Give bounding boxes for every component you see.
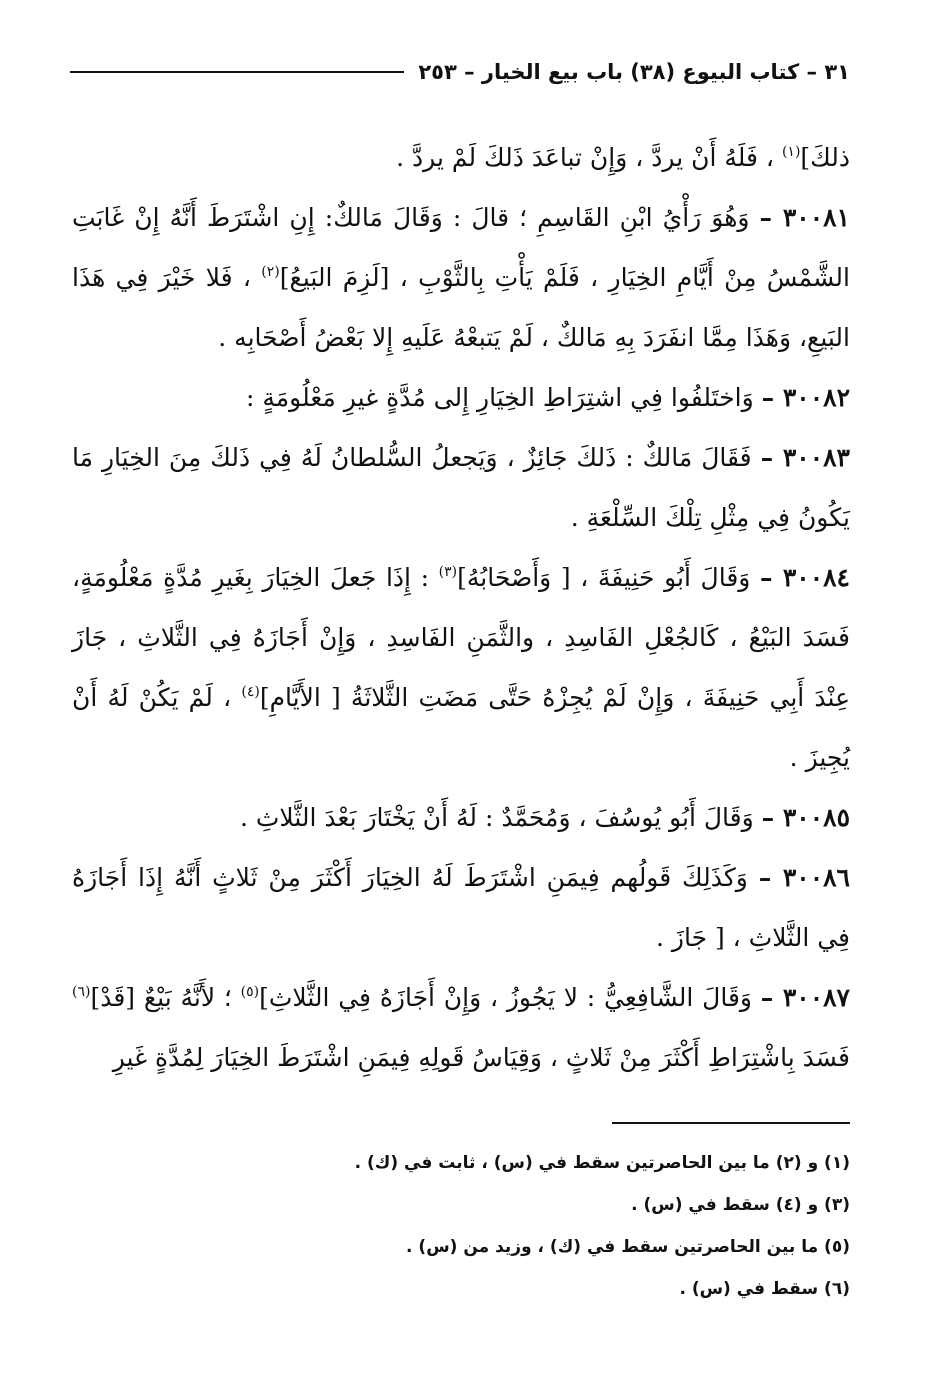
- text-segment: وَكَذَلِكَ قَولُهم فِيمَنِ اشْتَرَطَ لَهُ الخِيَارَ أَكْثَرَ مِنْ ثَلاثٍ أَنَّهُ إِذَا أَجَازَهُ فِي الثَّلاثِ ، [ جَازَ .: [72, 863, 850, 952]
- footnote-2: (٣) و (٤) سقط في (س) .: [631, 1195, 850, 1215]
- main-text: [72, 128, 850, 1088]
- paragraph-number: ٣٠٠٨١ –: [759, 203, 850, 232]
- footnote-marker: (٤): [241, 684, 260, 700]
- header-title: ٣١ – كتاب البيوع (٣٨) باب بيع الخيار – ٢٥٣: [418, 60, 850, 84]
- paragraph-number: ٣٠٠٨٢ –: [761, 383, 850, 412]
- paragraph-number: ٣٠٠٨٦ –: [758, 863, 850, 892]
- paragraph-number: ٣٠٠٨٣ –: [760, 443, 850, 472]
- text-segment: فَسَدَ بِاشْتِرَاطِ أَكْثَرَ مِنْ ثَلاثٍ ، وَقِيَاسُ قَولِهِ فِيمَنِ اشْتَرَطَ الخِيَارَ لِمُدَّةٍ غَيرِ: [112, 1043, 850, 1072]
- text-segment: وَقَالَ أَبُو يُوسُفَ ، وَمُحَمَّدٌ : لَهُ أَنْ يَخْتَارَ بَعْدَ الثَّلاثِ .: [239, 803, 762, 832]
- text-segment: وَقَالَ الشَّافِعِيُّ : لا يَجُوزُ ، وَإِنْ أَجَازَهُ فِي الثَّلاثِ]: [259, 983, 761, 1012]
- text-segment: : إِذَا جَعلَ الخِيَارَ بِغَيرِ مُدَّةٍ مَعْلُومَةٍ، فَسَدَ البَيْعُ ، كَالجُعْلِ الفَاسِدِ ، والثَّمَنِ الفَاسِدِ ، وَإِنْ أَجَازَهُ فِي الثَّلاثِ ، جَازَ عِنْدَ أَبِي حَنِيفَةَ ، وَإِنْ لَمْ يُجِزْهُ حَتَّى مَضَتِ الثَّلاثَةُ [ الأَيَّامِ]: [72, 563, 850, 712]
- footnote-separator: [612, 1122, 850, 1124]
- paragraph-p30082: [72, 368, 850, 428]
- paragraph-p30084: [72, 548, 850, 788]
- footnote-marker: (٢): [261, 264, 280, 280]
- text-segment: وَاختَلفُوا فِي اشتِرَاطِ الخِيَارِ إِلى مُدَّةٍ غيرِ مَعْلُومَةٍ :: [246, 383, 762, 412]
- text-segment: ؛ لأَنَّهُ بَيْعٌ [قَدْ]: [90, 983, 241, 1012]
- paragraph-p0: [72, 128, 850, 188]
- footnote-marker: (٣): [438, 564, 458, 580]
- text-segment: ، لَمْ يَكُنْ لَهُ أَنْ يُجِيزَ .: [72, 683, 850, 772]
- text-segment: ، فَلا خَيْرَ فِي هَذَا البَيعِ، وَهَذَا مِمَّا انفَرَدَ بِهِ مَالكٌ ، لَمْ يَتبعْهُ عَلَيهِ إِلا بَعْضُ أَصْحَابِه .: [72, 263, 850, 352]
- text-segment: وَقَالَ أَبُو حَنِيفَةَ ، [ وَأَصْحَابُهُ]: [457, 563, 760, 592]
- paragraph-p30081: [72, 188, 850, 368]
- footnotes: [72, 1142, 850, 1310]
- paragraph-number: ٣٠٠٨٥ –: [761, 803, 850, 832]
- footnote-marker: (٥): [240, 984, 260, 1000]
- paragraph-p30083: [72, 428, 850, 548]
- footnote-3: (٥) ما بين الحاصرتين سقط في (ك) ، وزيد من (س) .: [406, 1237, 850, 1257]
- paragraph-number: ٣٠٠٨٤ –: [759, 563, 850, 592]
- text-segment: ذلكَ]: [800, 143, 850, 172]
- header-rule: [70, 71, 404, 73]
- text-segment: فَقَالَ مَالكٌ : ذَلكَ جَائِزٌ ، وَيَجعلُ السُّلطانُ لَهُ فِي ذَلكَ مِنَ الخِيَارِ مَا يَكُونُ فِي مِثْلِ تِلْكَ السِّلْعَةِ .: [72, 443, 850, 532]
- text-segment: ، فَلَهُ أَنْ يردَّ ، وَإِنْ تباعَدَ ذَلكَ لَمْ يردَّ .: [396, 143, 782, 172]
- running-header: [70, 52, 850, 92]
- paragraph-p30085: [72, 788, 850, 848]
- paragraph-p30087: [72, 968, 850, 1088]
- footnote-1: (١) و (٢) ما بين الحاصرتين سقط في (س) ، ثابت في (ك) .: [354, 1153, 850, 1173]
- text-segment: وَهُوَ رَأْيُ ابْنِ القَاسِمِ ؛ قالَ : وَقَالَ مَالكٌ: إِنِ اشْتَرَطَ أَنَّهُ إِنْ غَابَتِ الشَّمْسُ مِنْ أَيَّامِ الخِيَارِ ، فَلَمْ يَأْتِ بِالثَّوْبِ ، [لَزِمَ البَيعُ]: [72, 203, 850, 292]
- paragraph-number: ٣٠٠٨٧ –: [760, 983, 850, 1012]
- footnote-marker: (١): [781, 144, 801, 160]
- paragraph-p30086: [72, 848, 850, 968]
- footnote-4: (٦) سقط في (س) .: [679, 1279, 850, 1299]
- footnote-marker: (٦): [72, 984, 91, 1000]
